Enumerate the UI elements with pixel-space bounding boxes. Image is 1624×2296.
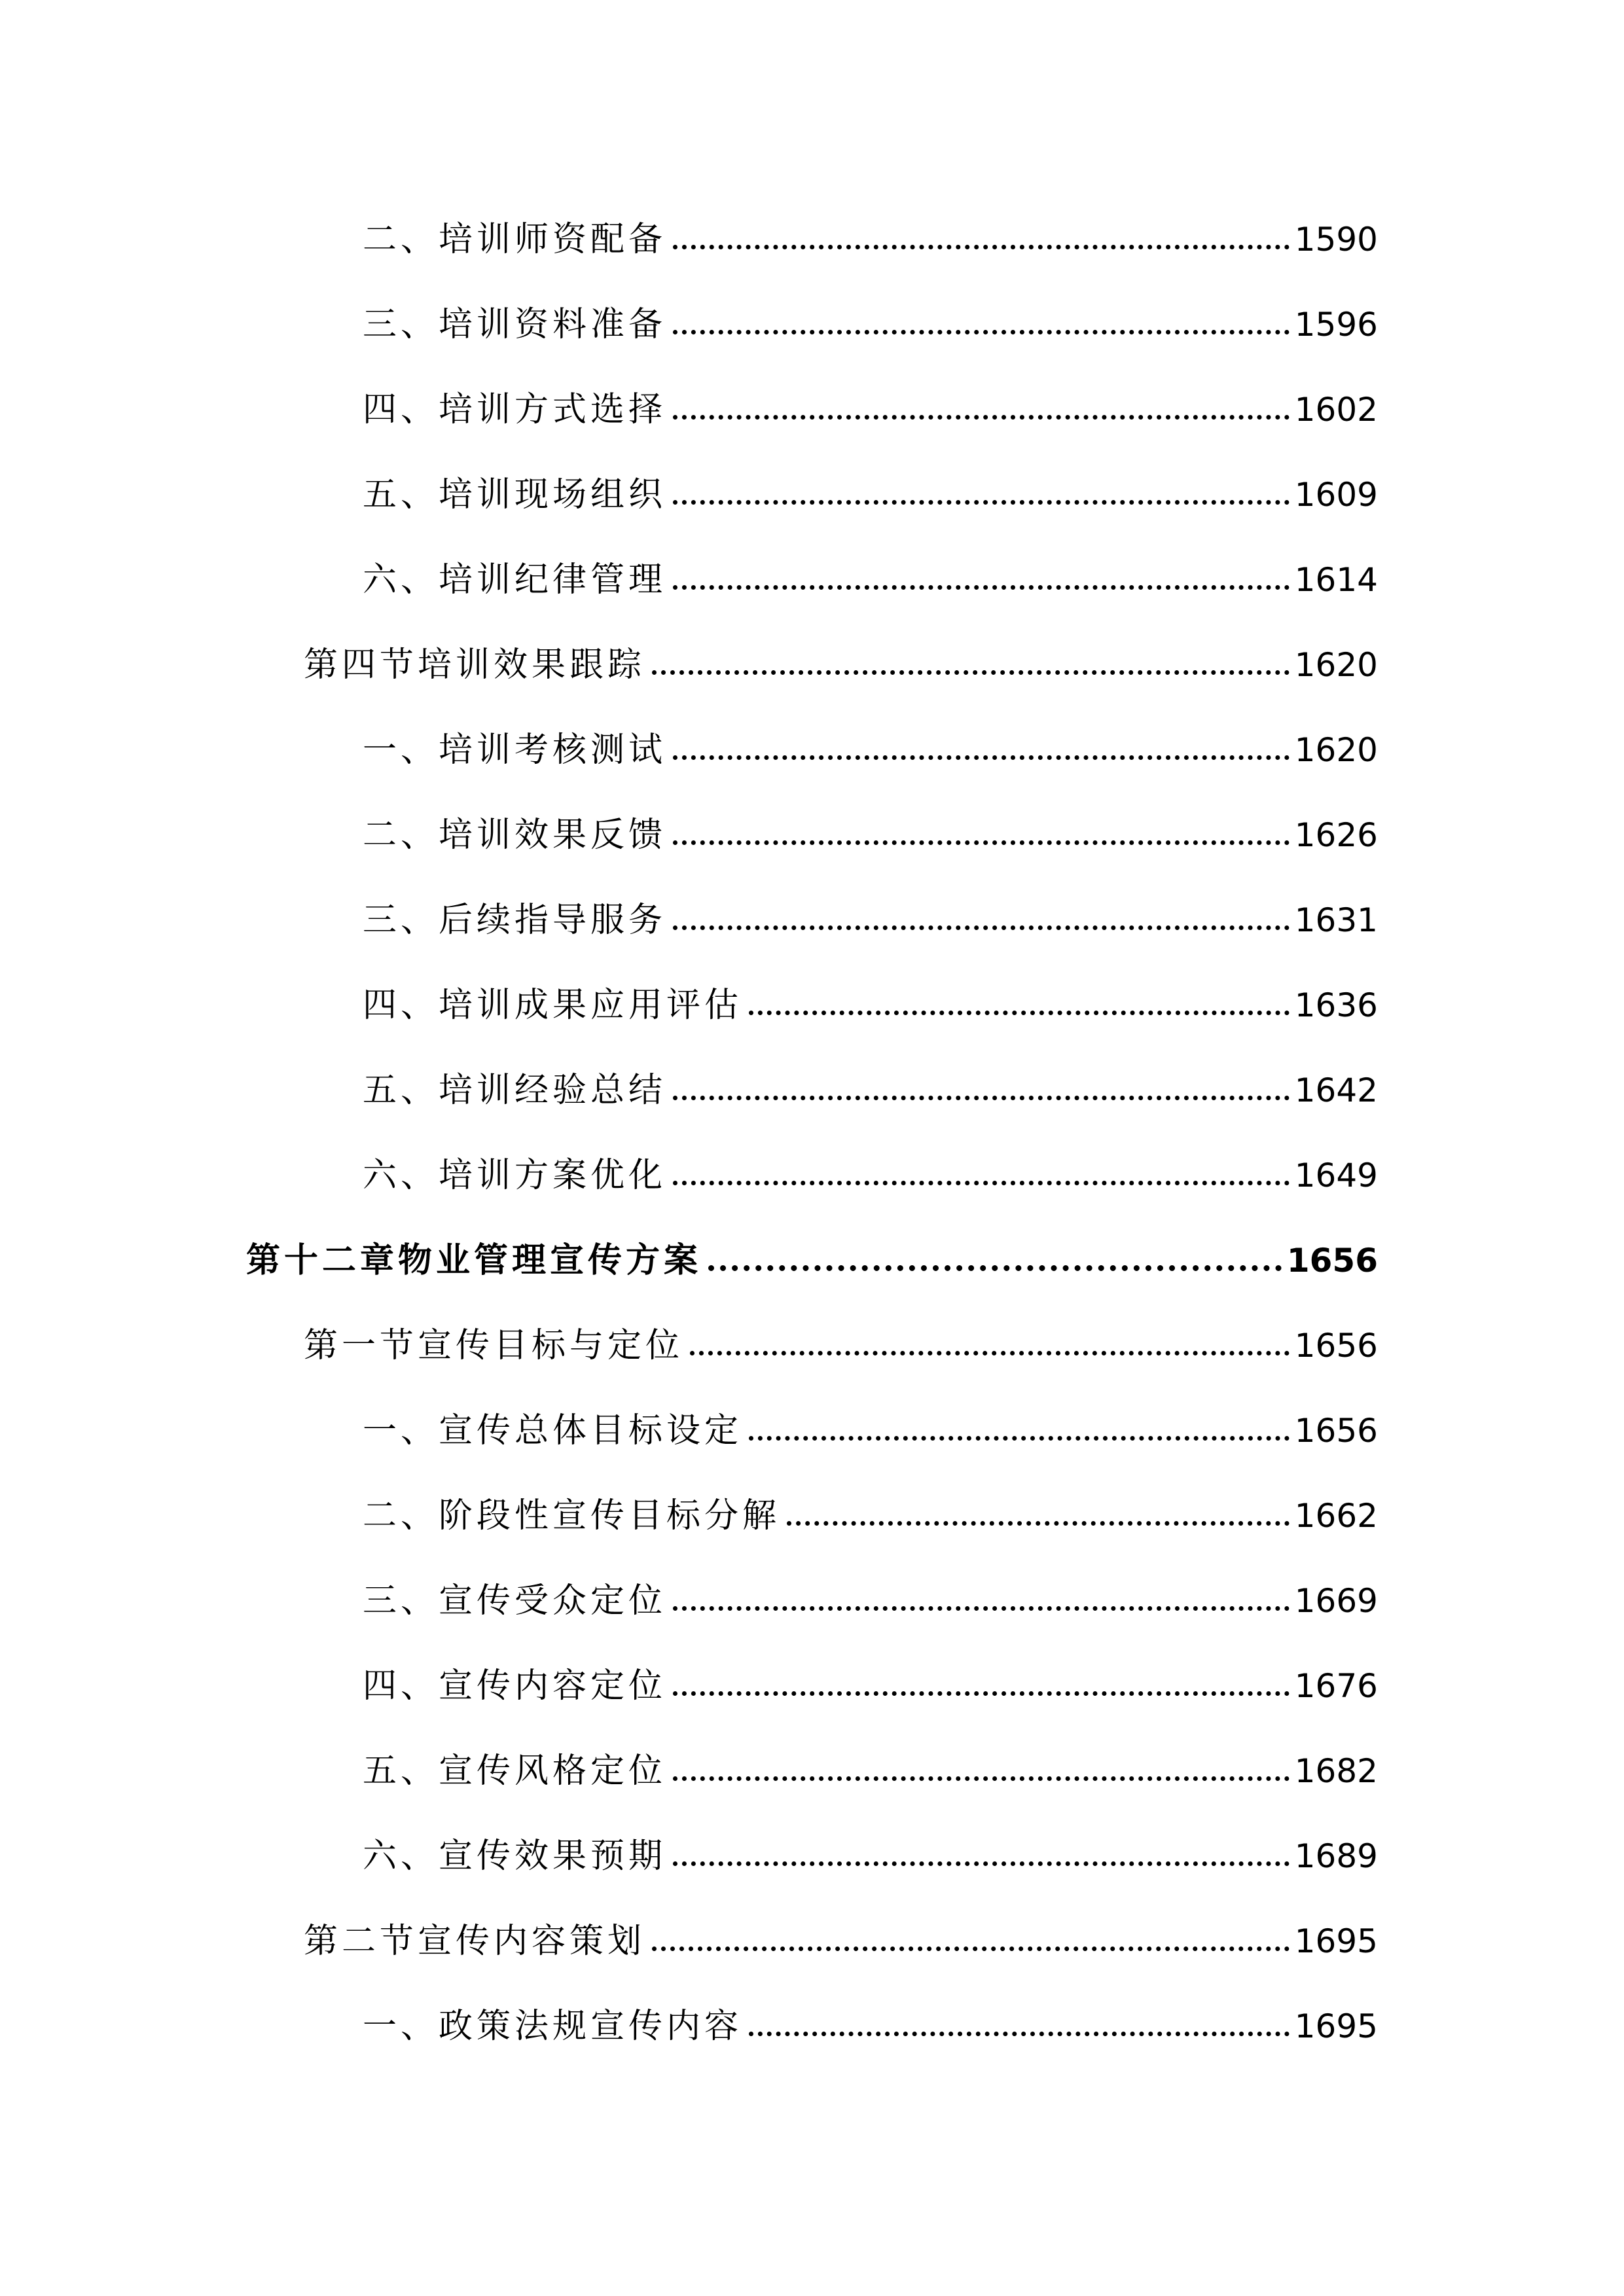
toc-chapter-entry[interactable] (246, 1228, 1378, 1293)
dot-leader (673, 1776, 1290, 1781)
toc-entry-title: 六、宣传效果预期 (363, 1837, 667, 1876)
toc-entry[interactable] (363, 973, 1378, 1038)
dot-leader (749, 1011, 1290, 1015)
toc-entry-page-number: 1656 (1294, 1327, 1378, 1365)
toc-entry-page-number: 1636 (1294, 986, 1378, 1024)
toc-entry-title: 第二节宣传内容策划 (304, 1922, 646, 1961)
toc-entry-page-number: 1695 (1294, 2007, 1378, 2045)
toc-entry[interactable] (363, 207, 1378, 272)
toc-section-entry[interactable] (304, 1313, 1378, 1378)
toc-entry-page-number: 1656 (1286, 1242, 1378, 1280)
toc-entry-page-number: 1649 (1294, 1157, 1378, 1194)
dot-leader (787, 1521, 1290, 1526)
toc-entry-title: 二、培训师资配备 (363, 220, 667, 259)
dot-leader (673, 1096, 1290, 1100)
toc-entry-page-number: 1662 (1294, 1497, 1378, 1535)
dot-leader (673, 500, 1290, 505)
toc-entry-title: 六、培训方案优化 (363, 1156, 667, 1195)
dot-leader (673, 1606, 1290, 1611)
toc-entry-title: 三、后续指导服务 (363, 901, 667, 940)
toc-entry-title: 一、政策法规宣传内容 (363, 2007, 743, 2046)
toc-entry[interactable] (363, 1483, 1378, 1549)
dot-leader (673, 330, 1290, 334)
toc-entry-page-number: 1620 (1294, 731, 1378, 769)
toc-entry[interactable] (363, 1994, 1378, 2059)
dot-leader (673, 1691, 1290, 1696)
toc-entry-title: 三、宣传受众定位 (363, 1581, 667, 1621)
toc-entry-page-number: 1620 (1294, 646, 1378, 684)
toc-entry-page-number: 1642 (1294, 1071, 1378, 1109)
toc-entry-title: 第一节宣传目标与定位 (304, 1326, 684, 1365)
toc-entry-title: 四、宣传内容定位 (363, 1666, 667, 1706)
toc-entry-title: 五、培训经验总结 (363, 1071, 667, 1110)
dot-leader (673, 1181, 1290, 1185)
toc-entry[interactable] (363, 547, 1378, 613)
toc-entry-title: 四、培训成果应用评估 (363, 986, 743, 1025)
toc-entry-page-number: 1631 (1294, 901, 1378, 939)
toc-entry[interactable] (363, 292, 1378, 357)
toc-entry-page-number: 1669 (1294, 1582, 1378, 1620)
dot-leader (652, 1946, 1290, 1951)
toc-entry-page-number: 1626 (1294, 816, 1378, 854)
toc-section-entry[interactable] (304, 632, 1378, 698)
toc-entry[interactable] (363, 1823, 1378, 1889)
toc-entry-page-number: 1614 (1294, 561, 1378, 599)
toc-entry[interactable] (363, 1398, 1378, 1463)
toc-entry[interactable] (363, 377, 1378, 442)
dot-leader (749, 2032, 1290, 2036)
toc-entry-title: 五、宣传风格定位 (363, 1751, 667, 1791)
toc-entry-title: 三、培训资料准备 (363, 305, 667, 344)
toc-entry[interactable] (363, 1058, 1378, 1123)
toc-entry-title: 第四节培训效果跟踪 (304, 645, 646, 685)
toc-entry[interactable] (363, 1568, 1378, 1634)
toc-entry-page-number: 1689 (1294, 1837, 1378, 1875)
toc-entry-title: 第十二章物业管理宣传方案 (246, 1240, 702, 1280)
toc-entry-page-number: 1656 (1294, 1412, 1378, 1450)
toc-entry-title: 二、培训效果反馈 (363, 816, 667, 855)
dot-leader (673, 415, 1290, 420)
toc-entry-page-number: 1590 (1294, 221, 1378, 259)
toc-entry[interactable] (363, 717, 1378, 783)
toc-entry[interactable] (363, 888, 1378, 953)
dot-leader (690, 1351, 1290, 1355)
toc-entry[interactable] (363, 1653, 1378, 1719)
toc-entry-title: 四、培训方式选择 (363, 390, 667, 429)
toc-entry-title: 五、培训现场组织 (363, 475, 667, 514)
toc-entry-title: 二、阶段性宣传目标分解 (363, 1496, 781, 1535)
toc-entry-page-number: 1602 (1294, 391, 1378, 429)
dot-leader (673, 1861, 1290, 1866)
dot-leader (749, 1436, 1290, 1441)
dot-leader (673, 925, 1290, 930)
toc-entry-page-number: 1682 (1294, 1752, 1378, 1790)
dot-leader (673, 755, 1290, 760)
toc-entry-page-number: 1596 (1294, 306, 1378, 344)
toc-entry[interactable] (363, 462, 1378, 528)
toc-entry-title: 一、培训考核测试 (363, 730, 667, 770)
dot-leader (673, 245, 1290, 249)
toc-entry-page-number: 1695 (1294, 1922, 1378, 1960)
toc-entry[interactable] (363, 1143, 1378, 1208)
toc-entry-page-number: 1676 (1294, 1667, 1378, 1705)
dot-leader (673, 840, 1290, 845)
toc-entry[interactable] (363, 802, 1378, 868)
dot-leader (708, 1265, 1282, 1271)
dot-leader (652, 670, 1290, 675)
toc-entry[interactable] (363, 1738, 1378, 1804)
toc-section-entry[interactable] (304, 1909, 1378, 1974)
toc-entry-title: 一、宣传总体目标设定 (363, 1411, 743, 1450)
toc-entry-title: 六、培训纪律管理 (363, 560, 667, 600)
dot-leader (673, 585, 1290, 590)
toc-entry-page-number: 1609 (1294, 476, 1378, 514)
